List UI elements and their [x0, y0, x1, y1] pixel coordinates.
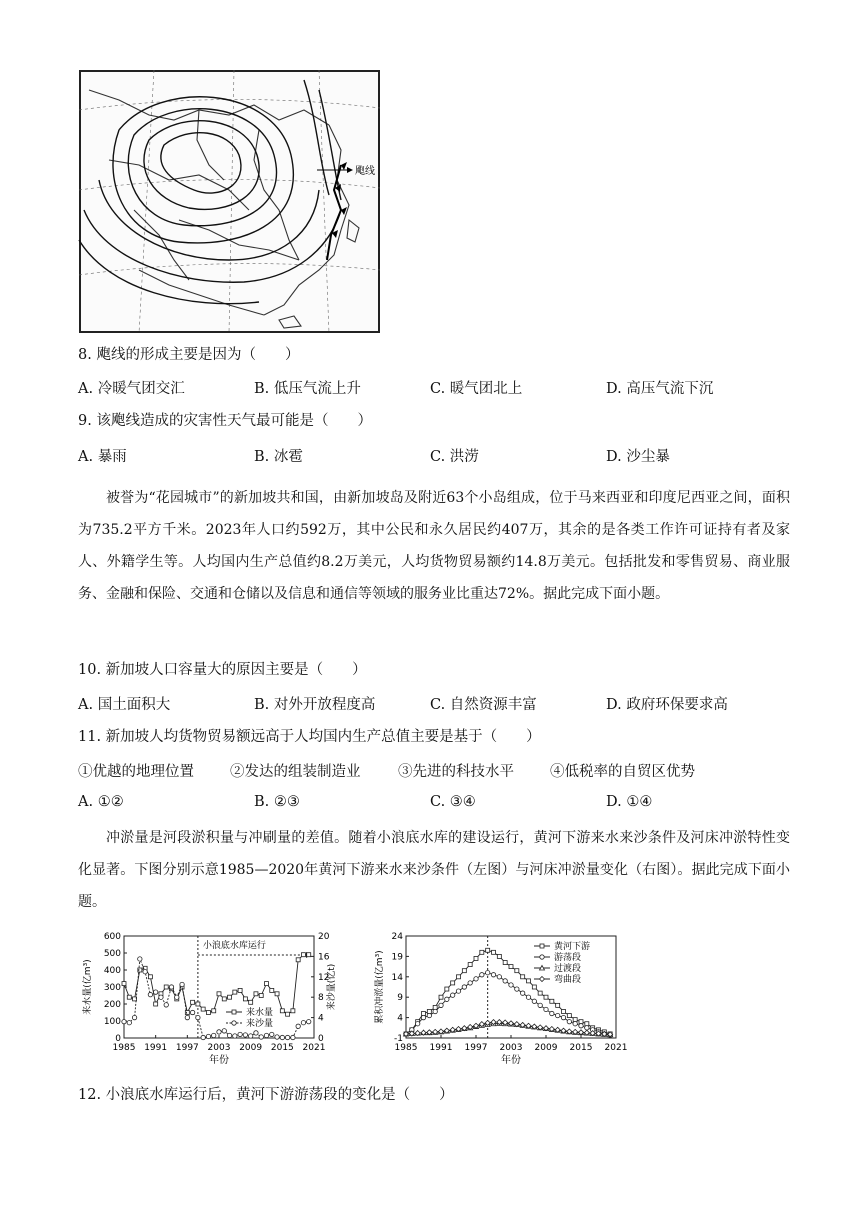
passage-singapore	[78, 482, 790, 610]
left-y2-tick-label: 4	[318, 1013, 324, 1024]
left-y-tick-label: 500	[103, 949, 121, 959]
right-x-tick-label: 2003	[499, 1043, 523, 1053]
left-series-2-point	[159, 995, 163, 999]
left-series-1-point	[233, 990, 237, 994]
right-series-1-point	[579, 1020, 583, 1024]
right-series-1-point	[439, 995, 443, 999]
left-series-line-2	[124, 959, 309, 1038]
right-series-2-point	[520, 991, 524, 995]
right-series-2-point	[450, 993, 454, 997]
left-series-2-point	[270, 1032, 274, 1036]
right-series-1-point	[573, 1018, 577, 1022]
question-10-stem: 10. 新加坡人口容量大的原因主要是（ ）	[78, 662, 367, 678]
right-x-tick-label: 2021	[604, 1043, 628, 1053]
right-series-2-point	[538, 1003, 542, 1007]
right-legend-label: 黄河下游	[554, 942, 591, 952]
left-series-1-point	[196, 1002, 200, 1006]
left-series-1-point	[222, 997, 226, 1001]
left-y2-tick-label: 8	[318, 993, 324, 1004]
left-series-1-point	[280, 1009, 284, 1013]
left-legend-marker	[232, 1010, 236, 1014]
left-series-2-point	[190, 1010, 194, 1014]
left-series-1-point	[238, 988, 242, 992]
right-series-2-point	[421, 1015, 425, 1019]
right-series-1-point	[550, 999, 554, 1003]
left-series-2-point	[222, 1029, 226, 1033]
left-series-1-point	[164, 985, 168, 989]
left-y-tick-label: 0	[115, 1034, 121, 1044]
left-series-2-point	[307, 1019, 311, 1023]
q10-option-d[interactable]: D. 政府环保要求高	[606, 697, 728, 713]
right-series-1-point	[492, 950, 496, 954]
right-series-1-point	[509, 965, 513, 969]
right-series-2-point	[462, 985, 466, 989]
left-series-1-point	[201, 1007, 205, 1011]
right-series-1-point	[538, 991, 542, 995]
right-series-1-point	[562, 1009, 566, 1013]
right-series-2-point	[491, 973, 495, 977]
left-x-axis-label: 年份	[209, 1055, 229, 1066]
right-series-2-point	[561, 1015, 565, 1019]
q8-option-d[interactable]: D. 高压气流下沉	[606, 381, 714, 397]
question-8-stem: 8. 飑线的形成主要是因为（ ）	[78, 347, 300, 363]
left-y-tick-label: 400	[103, 966, 121, 976]
left-series-2-point	[280, 1035, 284, 1039]
right-series-2-point	[439, 1003, 443, 1007]
left-series-2-point	[143, 970, 147, 974]
right-series-1-point	[451, 981, 455, 985]
left-series-2-point	[285, 1035, 289, 1039]
left-x-tick-label: 2009	[239, 1043, 263, 1053]
q8-option-a[interactable]: A. 冷暖气团交汇	[78, 381, 185, 397]
left-series-2-point	[233, 1034, 237, 1038]
left-legend-marker	[232, 1021, 236, 1025]
right-series-1-point	[486, 948, 490, 952]
right-legend-label: 弯曲段	[554, 975, 582, 985]
q9-option-c[interactable]: C. 洪涝	[430, 449, 479, 465]
left-series-1-point	[307, 953, 311, 957]
left-x-tick-label: 1997	[175, 1043, 199, 1053]
left-series-1-point	[259, 994, 263, 998]
left-x-tick-label: 1985	[112, 1043, 136, 1053]
q11-item-1: ①优越的地理位置	[78, 764, 194, 780]
right-x-tick-label: 2009	[534, 1043, 558, 1053]
right-legend-label: 游荡段	[554, 953, 582, 963]
right-series-1-point	[527, 979, 531, 983]
left-series-2-point	[127, 1021, 131, 1025]
right-x-tick-label: 1997	[464, 1043, 488, 1053]
right-series-1-point	[497, 954, 501, 958]
right-series-2-point	[555, 1013, 559, 1017]
right-y-tick-label: -1	[394, 1034, 403, 1044]
left-y2-tick-label: 0	[318, 1034, 324, 1044]
right-series-2-point	[485, 971, 489, 975]
right-series-1-point	[433, 1005, 437, 1009]
right-series-2-point	[474, 977, 478, 981]
left-y-tick-label: 100	[103, 1017, 121, 1027]
left-series-1-point	[154, 1002, 158, 1006]
left-series-1-point	[127, 995, 131, 999]
right-series-1-point	[585, 1022, 589, 1026]
right-series-2-point	[433, 1009, 437, 1013]
left-y2-tick-label: 20	[318, 932, 330, 942]
right-y-tick-label: 19	[391, 952, 403, 963]
right-series-2-point	[415, 1022, 419, 1026]
left-legend-label: 来水量	[246, 1008, 274, 1018]
left-series-1-point	[217, 992, 221, 996]
right-legend-marker	[540, 955, 544, 959]
question-11-stem: 11. 新加坡人均货物贸易额远高于人均国内生产总值主要是基于（ ）	[78, 729, 541, 745]
right-series-2-point	[550, 1011, 554, 1015]
right-series-2-point	[526, 995, 530, 999]
right-series-1-point	[515, 969, 519, 973]
left-series-1-point	[301, 953, 305, 957]
right-series-2-point	[509, 983, 513, 987]
right-y-tick-label: 4	[397, 1013, 403, 1024]
right-series-1-point	[480, 950, 484, 954]
right-series-2-point	[515, 987, 519, 991]
left-y2-axis-label: 来沙量(亿t)	[327, 963, 337, 1011]
left-series-2-point	[206, 1034, 210, 1038]
weather-map	[79, 70, 380, 333]
left-x-tick-label: 2021	[302, 1043, 326, 1053]
left-series-1-point	[122, 982, 126, 986]
left-series-1-point	[148, 975, 152, 979]
left-y-tick-label: 300	[103, 983, 121, 993]
left-y-tick-label: 600	[103, 932, 121, 942]
left-series-2-point	[264, 1033, 268, 1037]
right-series-1-point	[457, 975, 461, 979]
right-series-1-point	[474, 956, 478, 960]
left-series-1-point	[228, 995, 232, 999]
right-x-tick-label: 1991	[429, 1043, 453, 1053]
q9-option-d[interactable]: D. 沙尘暴	[606, 449, 670, 465]
question-12-stem: 12. 小浪底水库运行后，黄河下游游荡段的变化是（ ）	[78, 1087, 454, 1103]
right-series-2-point	[445, 997, 449, 1001]
left-series-1-point	[206, 1011, 210, 1015]
passage-singapore-text: 被誉为“花园城市”的新加坡共和国，由新加坡岛及附近63个小岛组成，位于马来西亚和印度尼西亚之间，面积为735.2平方千米。2023年人口约592万，其中公民和永久居民约407万，其余的是各类工作许可证持有者及家人、外籍学生等。人均国内生产总值约8.2万美元，人均货物贸易额约14.8万美元。包括批发和零售贸易、商业服务、金融和保险、交通和仓储以及信息和通信等领域的服务业比重达72%。据此完成下面小题。	[78, 490, 790, 602]
left-series-2-point	[164, 1003, 168, 1007]
left-series-2-point	[227, 1033, 231, 1037]
right-series-2-point	[427, 1013, 431, 1017]
right-y-tick-label: 24	[391, 932, 403, 942]
right-series-2-point	[585, 1026, 589, 1030]
left-series-2-point	[201, 1035, 205, 1039]
left-x-tick-label: 2015	[270, 1043, 294, 1053]
left-series-2-point	[148, 992, 152, 996]
left-series-2-point	[132, 1015, 136, 1019]
right-series-1-point	[427, 1009, 431, 1013]
right-legend-marker	[540, 977, 545, 982]
q10-option-a[interactable]: A. 国土面积大	[78, 697, 171, 713]
q10-option-c[interactable]: C. 自然资源丰富	[430, 697, 537, 713]
left-series-1-point	[191, 1000, 195, 1004]
left-y2-tick-label: 12	[318, 972, 330, 983]
left-y-tick-label: 200	[103, 1000, 121, 1010]
weather-map-svg	[79, 70, 380, 333]
left-series-2-point	[243, 1033, 247, 1037]
right-series-2-point	[497, 975, 501, 979]
right-x-tick-label: 2015	[569, 1043, 593, 1053]
left-series-1-point	[254, 992, 258, 996]
left-series-2-point	[169, 985, 173, 989]
right-series-1-point	[462, 969, 466, 973]
right-series-2-point	[579, 1024, 583, 1028]
left-series-2-point	[259, 1035, 263, 1039]
right-series-1-point	[532, 985, 536, 989]
q11-item-2: ②发达的组装制造业	[230, 764, 361, 780]
right-legend-marker	[540, 944, 544, 948]
right-y-tick-label: 9	[397, 993, 403, 1004]
left-y-axis-label: 来水量(亿m³)	[83, 959, 93, 1015]
left-series-2-point	[185, 1015, 189, 1019]
left-series-2-point	[180, 982, 184, 986]
left-series-2-point	[296, 1024, 300, 1028]
question-9-stem: 9. 该飑线造成的灾害性天气最可能是（ ）	[78, 413, 372, 429]
right-y-axis-label: 累积冲淤量(亿m³)	[375, 950, 385, 1024]
q11-item-3: ③先进的科技水平	[398, 764, 514, 780]
q11-item-4: ④低税率的自贸区优势	[550, 764, 695, 780]
left-series-2-point	[217, 1030, 221, 1034]
right-chart	[372, 926, 628, 1070]
right-y-tick-label: 14	[391, 972, 403, 983]
right-series-1-point	[521, 975, 525, 979]
q10-option-b[interactable]: B. 对外开放程度高	[254, 697, 376, 713]
left-series-1-point	[275, 992, 279, 996]
right-series-1-point	[503, 961, 507, 965]
left-x-tick-label: 1991	[144, 1043, 168, 1053]
right-series-1-point	[544, 995, 548, 999]
left-series-1-point	[243, 997, 247, 1001]
right-series-2-point	[468, 981, 472, 985]
right-series-2-point	[532, 999, 536, 1003]
q8-option-c[interactable]: C. 暖气团北上	[430, 381, 523, 397]
left-series-2-point	[138, 957, 142, 961]
q9-option-b[interactable]: B. 冰雹	[254, 449, 303, 465]
left-series-2-point	[238, 1032, 242, 1036]
left-series-1-point	[249, 1000, 253, 1004]
right-series-2-point	[456, 989, 460, 993]
right-series-1-point	[567, 1014, 571, 1018]
annotation-label: 小浪底水库运行	[202, 941, 266, 951]
q8-option-b[interactable]: B. 低压气流上升	[254, 381, 361, 397]
left-series-1-point	[286, 1012, 290, 1016]
left-series-1-point	[270, 988, 274, 992]
right-legend-label: 过渡段	[554, 964, 582, 974]
right-series-2-point	[503, 979, 507, 983]
left-series-1-point	[291, 1009, 295, 1013]
left-series-2-point	[301, 1021, 305, 1025]
passage-yellow-river-text: 冲淤量是河段淤积量与冲刷量的差值。随着小浪底水库的建设运行，黄河下游来水来沙条件及河床冲淤特性变化显著。下图分别示意1985—2020年黄河下游来水来沙条件（左图）与河床冲淤量变化（右图）。据此完成下面小题。	[78, 830, 790, 910]
left-series-2-point	[291, 1035, 295, 1039]
left-series-2-point	[153, 990, 157, 994]
left-legend-label: 来沙量	[246, 1019, 274, 1029]
q11-option-c[interactable]: C. ③④	[430, 794, 476, 810]
q11-option-b[interactable]: B. ②③	[254, 794, 300, 810]
left-series-2-point	[254, 1031, 258, 1035]
right-series-2-point	[573, 1022, 577, 1026]
left-series-2-point	[275, 1035, 279, 1039]
q9-option-a[interactable]: A. 暴雨	[78, 449, 127, 465]
right-x-axis-label: 年份	[501, 1055, 521, 1066]
left-series-1-point	[212, 1009, 216, 1013]
left-series-2-point	[212, 1033, 216, 1037]
left-series-2-point	[122, 1019, 126, 1023]
left-series-line-1	[124, 955, 309, 1015]
right-series-1-point	[556, 1003, 560, 1007]
right-series-2-point	[544, 1007, 548, 1011]
squall-line-label: 飑线	[355, 166, 375, 177]
left-series-2-point	[196, 1015, 200, 1019]
right-series-2-point	[480, 973, 484, 977]
right-series-1-point	[445, 987, 449, 991]
left-y2-tick-label: 16	[318, 952, 330, 963]
left-x-tick-label: 2003	[207, 1043, 231, 1053]
q11-option-d[interactable]: D. ①④	[606, 794, 653, 810]
right-series-2-point	[567, 1019, 571, 1023]
q11-option-a[interactable]: A. ①②	[78, 794, 124, 810]
left-series-2-point	[248, 1034, 252, 1038]
passage-yellow-river	[78, 822, 790, 918]
right-series-1-point	[468, 963, 472, 967]
left-chart	[78, 926, 340, 1070]
left-series-2-point	[175, 995, 179, 999]
left-series-1-point	[296, 958, 300, 962]
right-x-tick-label: 1985	[394, 1043, 418, 1053]
left-series-1-point	[265, 982, 269, 986]
right-series-1-point	[422, 1012, 426, 1016]
left-series-1-point	[185, 1011, 189, 1015]
